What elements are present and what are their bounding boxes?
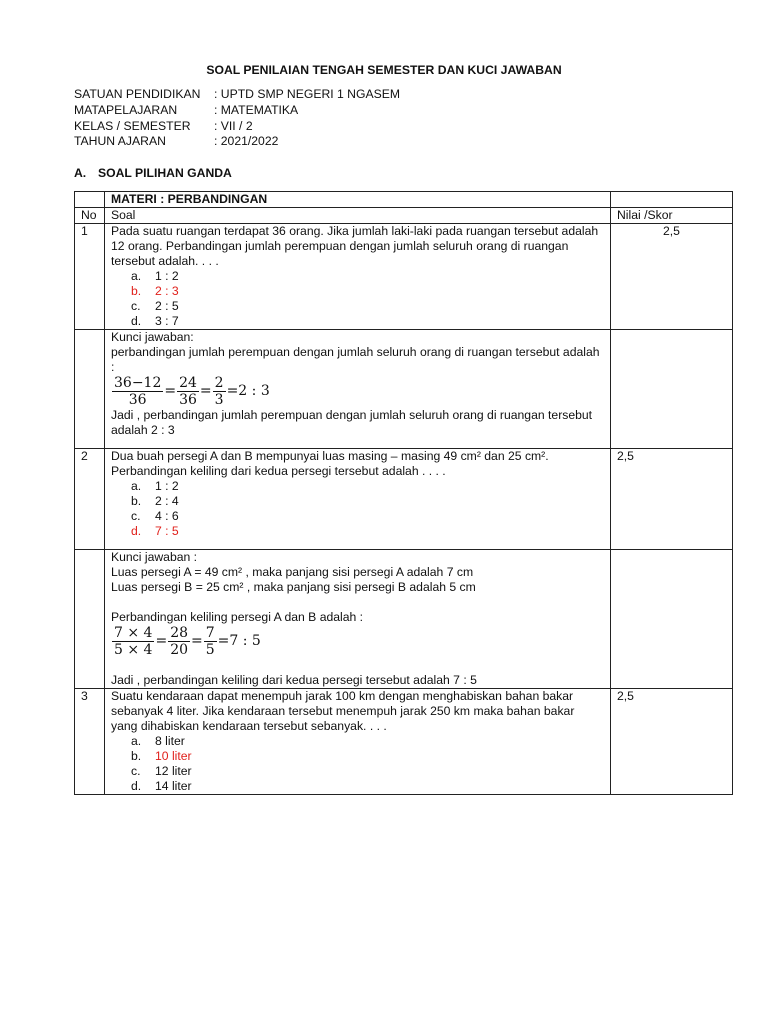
answer-key-line: Luas persegi B = 25 cm² , maka panjang sisi persegi B adalah 5 cm <box>111 580 476 594</box>
section-label: SOAL PILIHAN GANDA <box>98 166 232 180</box>
fraction: $\frac{2}{3}$ <box>214 375 224 408</box>
question-number: 2 <box>75 449 105 550</box>
document-title: SOAL PENILAIAN TENGAH SEMESTER DAN KUCI JAWABAN <box>206 63 562 77</box>
fraction: $\frac{28}{20}$ <box>170 625 189 658</box>
option-b[interactable]: b. 2 : 4 <box>131 494 179 508</box>
question-text: Suatu kendaraan dapat menempuh jarak 100 km dengan menghabiskan bahan bakar sebanyak 4 liter. Jika kendaraan tersebut menempuh jarak 250 km maka bahan bakar yang dihabiskan kendaraan tersebut sebanyak. . . . <box>111 689 575 733</box>
meta-row <box>74 119 400 135</box>
question-text-line: Dua buah persegi A dan B mempunyai luas masing – masing 49 cm² dan 25 cm². <box>111 449 549 463</box>
answer-key-intro: perbandingan jumlah perempuan dengan jumlah seluruh orang di ruangan tersebut adalah : <box>111 345 600 374</box>
header-soal: Soal <box>105 208 611 224</box>
answer-key-row-2 <box>75 550 733 689</box>
formula: $\frac{36-12}{36}$ = $\frac{24}{36}$ = $\frac{2}{3}$ =2 : 3 <box>114 375 270 408</box>
option-list <box>131 269 604 329</box>
header-skor: Nilai /Skor <box>611 208 733 224</box>
question-row-2 <box>75 449 733 550</box>
option-b-correct[interactable]: b. 10 liter <box>131 749 192 763</box>
question-row-1 <box>75 224 733 330</box>
meta-key: KELAS / SEMESTER <box>74 118 191 133</box>
option-c[interactable]: c. 12 liter <box>131 764 192 778</box>
document-meta <box>74 87 400 150</box>
question-table <box>74 191 733 795</box>
question-score: 2,5 <box>611 689 733 795</box>
option-a[interactable]: a. 1 : 2 <box>131 479 179 493</box>
meta-row <box>74 87 400 103</box>
header-row <box>75 208 733 224</box>
question-text-line: Perbandingan keliling dari kedua persegi tersebut adalah . . . . <box>111 464 446 478</box>
question-score: 2,5 <box>611 224 733 330</box>
answer-key-title: Kunci jawaban : <box>111 550 198 564</box>
option-a[interactable]: a. 8 liter <box>131 734 185 748</box>
option-b-correct[interactable]: b. 2 : 3 <box>131 284 179 298</box>
option-d[interactable]: d. 14 liter <box>131 779 192 793</box>
question-score: 2,5 <box>611 449 733 550</box>
materi-label: MATERI : PERBANDINGAN <box>105 192 611 208</box>
option-a[interactable]: a. 1 : 2 <box>131 269 179 283</box>
question-number: 1 <box>75 224 105 330</box>
meta-value: : 2021/2022 <box>214 134 279 149</box>
meta-value: : MATEMATIKA <box>214 102 299 117</box>
formula-result: =7 : 5 <box>217 633 261 649</box>
option-list <box>131 479 604 539</box>
answer-key-conclusion: Jadi , perbandingan jumlah perempuan dengan jumlah seluruh orang di ruangan tersebut adalah 2 : 3 <box>111 408 593 437</box>
meta-value: : VII / 2 <box>214 118 253 133</box>
answer-key-line: Luas persegi A = 49 cm² , maka panjang sisi persegi A adalah 7 cm <box>111 565 474 579</box>
section-heading <box>74 166 232 181</box>
meta-row <box>74 103 400 119</box>
fraction: $\frac{24}{36}$ <box>179 375 197 408</box>
fraction: $\frac{7 \times 4}{5 \times 4}$ <box>114 625 153 658</box>
meta-value: : UPTD SMP NEGERI 1 NGASEM <box>214 87 401 101</box>
formula-result: =2 : 3 <box>226 383 270 399</box>
meta-row <box>74 134 400 150</box>
answer-key-title: Kunci jawaban: <box>111 330 194 344</box>
answer-key-row-1 <box>75 330 733 449</box>
fraction: $\frac{36-12}{36}$ <box>114 375 162 408</box>
option-d-correct[interactable]: d. 7 : 5 <box>131 524 179 538</box>
option-c[interactable]: c. 2 : 5 <box>131 299 179 313</box>
formula: $\frac{7 \times 4}{5 \times 4}$ = $\frac{28}{20}$ = $\frac{7}{5}$ =7 : 5 <box>114 625 261 658</box>
meta-key: MATAPELAJARAN <box>74 102 178 117</box>
question-text: Pada suatu ruangan terdapat 36 orang. Jika jumlah laki-laki pada ruangan tersebut adalah 12 orang. Perbandingan jumlah perempuan dengan jumlah seluruh orang di ruangan tersebut adalah. . . . <box>111 224 599 268</box>
answer-key-conclusion: Jadi , perbandingan keliling dari kedua persegi tersebut adalah 7 : 5 <box>111 673 477 687</box>
section-number: A. <box>74 166 87 180</box>
fraction: $\frac{7}{5}$ <box>205 625 215 658</box>
question-number: 3 <box>75 689 105 795</box>
materi-row <box>75 192 733 208</box>
header-no: No <box>75 208 105 224</box>
option-d[interactable]: d. 3 : 7 <box>131 314 179 328</box>
answer-key-line: Perbandingan keliling persegi A dan B adalah : <box>111 610 364 624</box>
option-list <box>131 734 604 794</box>
question-row-3 <box>75 689 733 795</box>
meta-key: SATUAN PENDIDIKAN <box>74 87 201 101</box>
option-c[interactable]: c. 4 : 6 <box>131 509 179 523</box>
meta-key: TAHUN AJARAN <box>74 134 166 149</box>
